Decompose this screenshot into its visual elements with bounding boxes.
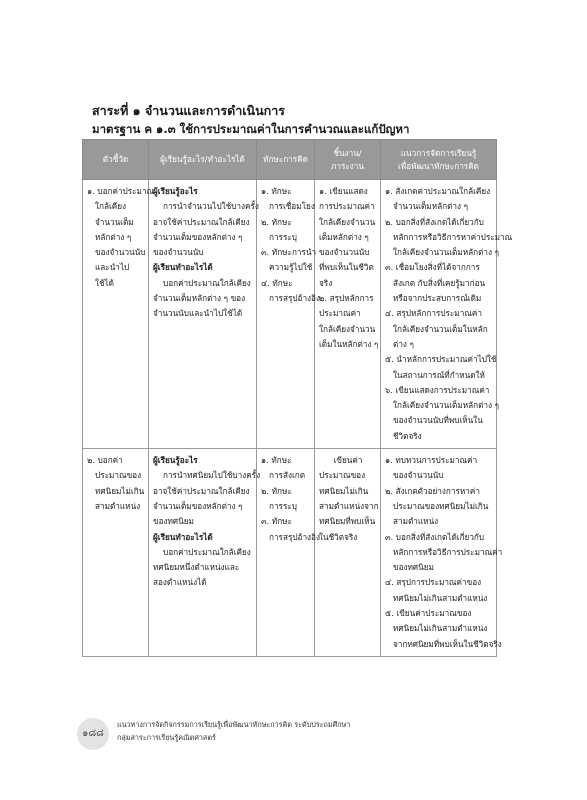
indicator-line: ๒. บอกค่า [87,455,123,466]
approach-line: ๒. บอกสิ่งที่สังเกตได้เกี่ยวกับ [385,216,484,227]
header-learning-approach: แนวการจัดการเรียนรู้ เพื่อพัฒนาทักษะการคิด [381,140,497,180]
skill-line: การระบุ [269,500,297,511]
skill-line: การเชื่อมโยง [269,201,315,212]
approach-line: ในสถานการณ์ที่กำหนดให้ [393,369,485,380]
header-what-learn: ผู้เรียนรู้อะไร/ทำอะไรได้ [149,140,257,180]
work-line: ๒. สรุปหลักการ [319,293,374,304]
learning-line: บอกค่าประมาณใกล้เคียง [163,277,251,288]
thinking-skill-cell [257,449,320,657]
curriculum-table [82,139,513,657]
indicator-line: ของจำนวนนับ [95,247,146,258]
approach-line: ของทศนิยม [393,562,434,573]
work-line: เขียนค่า [333,455,363,466]
indicator-line: ๑. บอกค่าประมาณ [87,186,155,196]
work-task-cell [315,449,381,657]
approach-line: ใกล้เคียงจำนวนเต็มหลักต่าง ๆ [393,400,500,411]
work-line: จริง [319,277,333,288]
header-thinking-skill: ทักษะการคิด [257,140,315,180]
approach-line: ๓. บอกสิ่งที่สังเกตได้เกี่ยวกับ [385,531,485,542]
indicator-line: และนำไป [95,262,130,273]
work-line: ทศนิยมที่พบเห็น [319,516,376,527]
work-task-cell [315,180,381,449]
learning-line: จำนวนนับและนำไปใช้ได้ [153,308,243,319]
work-line: ในชีวิตจริง [319,531,358,542]
skill-line: ๓. ทักษะ [261,516,292,527]
indicator-line: ประมาณของ [95,470,142,481]
approach-line: จากทศนิยมที่พบเห็นในชีวิตจริง [393,638,502,649]
approach-line: ประมาณของทศนิยมไม่เกิน [393,500,489,511]
approach-line: หลักการหรือวิธีการหาค่าประมาณ [393,231,513,242]
learning-line: สองตำแหน่งได้ [153,577,207,588]
learning-subheading: ผู้เรียนรู้อะไร [153,455,198,466]
approach-line: หรือจากประสบการณ์เดิม [393,293,482,304]
skill-line: ความรู้ไปใช้ [269,262,313,273]
learning-subheading: ผู้เรียนทำอะไรได้ [153,262,213,273]
learning-subheading: ผู้เรียนทำอะไรได้ [153,531,213,542]
indicator-cell [83,180,155,449]
approach-line: ทศนิยมไม่เกินสามตำแหน่ง [393,623,488,634]
learning-subheading: ผู้เรียนรู้อะไร [153,186,198,196]
approach-line: ใกล้เคียงจำนวนเต็มในหลัก [393,323,488,334]
skill-line: ๓. ทักษะการนำ [261,247,317,258]
strand-title: สาระที่ ๑ จำนวนและการดำเนินการ [92,103,285,118]
indicator-line: ใกล้เคียง [95,201,127,212]
table-row [83,180,497,449]
skill-line: ๑. ทักษะ [261,186,292,196]
learning-line: อาจใช้ค่าประมาณใกล้เคียง [153,216,250,227]
learning-line: จำนวนเต็มของหลักต่าง ๆ [153,231,243,242]
learning-line: จำนวนเต็มของหลักต่าง ๆ [153,500,243,511]
work-line: ใกล้เคียงจำนวน [319,323,376,334]
learning-content-cell [149,449,261,657]
footer-book-title: แนวทางการจัดกิจกรรมการเรียนรู้เพื่อพัฒนาทักษะการคิด ระดับประถมศึกษา [117,720,351,729]
learning-line: จำนวนเต็มหลักต่าง ๆ ของ [153,293,246,304]
learning-approach-cell [381,449,503,657]
work-line: ของจำนวนนับ [319,247,370,258]
approach-line: ๒. สังเกตตัวอย่างการหาค่า [385,485,480,496]
skill-line: การสังเกต [269,470,306,481]
work-line: การประมาณค่า [319,201,375,212]
approach-line: ทศนิยมไม่เกินสามตำแหน่ง [393,592,488,603]
approach-line: ๖. เขียนแสดงการประมาณค่า [385,384,490,395]
work-line: ประมาณของ [319,470,366,481]
approach-line: ๓. เชื่อมโยงสิ่งที่ได้จากการ [385,262,480,273]
work-line: ที่พบเห็นในชีวิต [319,262,374,273]
learning-line: ของจำนวนนับ [153,247,204,258]
skill-line: ๔. ทักษะ [261,277,293,288]
approach-line: ชีวิตจริง [393,430,422,441]
approach-line: สังเกต กับสิ่งที่เคยรู้มาก่อน [393,277,486,288]
work-line: ๑. เขียนแสดง [319,186,368,196]
approach-line: จำนวนเต็มหลักต่าง ๆ [393,201,468,212]
work-line: ใกล้เคียงจำนวน [319,216,376,227]
indicator-cell [83,449,149,657]
indicator-line: หลักต่าง ๆ [95,231,132,242]
skill-line: การสรุปอ้างอิง [269,293,320,304]
indicator-line: ใช้ได้ [95,277,114,288]
learning-content-cell [149,180,257,449]
approach-line: ต่าง ๆ [393,338,414,349]
approach-line: ๑. สังเกตค่าประมาณใกล้เคียง [385,186,491,196]
footer-subject-group: กลุ่มสาระการเรียนรู้คณิตศาสตร์ [117,733,216,742]
indicator-line: ทศนิยมไม่เกิน [95,485,145,496]
work-line: สามตำแหน่งจาก [319,500,379,511]
approach-line: ๕. นำหลักการประมาณค่าไปใช้ [385,354,497,365]
approach-line: ๑. ทบทวนการประมาณค่า [385,455,478,466]
skill-line: ๒. ทักษะ [261,216,292,227]
skill-line: การสรุปอ้างอิง [269,531,320,542]
header-indicator: ตัวชี้วัด [83,140,149,180]
work-line: ทศนิยมไม่เกิน [319,485,369,496]
approach-line: สามตำแหน่ง [393,516,439,527]
skill-line: ๒. ทักษะ [261,485,292,496]
page-number: ๑๘๘ [77,718,109,750]
skill-line: ๑. ทักษะ [261,455,292,466]
table-header-row [83,140,497,180]
learning-approach-cell [381,180,513,449]
standard-title: มาตรฐาน ค ๑.๓ ใช้การประมาณค่าในการคำนวณและแก้ปัญหา [92,122,410,136]
learning-line: การนำทศนิยมไปใช้บางครั้ง [163,470,261,481]
work-line: เต็มหลักต่าง ๆ [319,231,369,242]
learning-line: บอกค่าประมาณใกล้เคียง [163,546,251,557]
header-work-task: ชิ้นงาน/ ภาระงาน [315,140,381,180]
thinking-skill-cell [257,180,320,449]
indicator-line: จำนวนเต็ม [95,216,134,227]
approach-line: ๔. สรุปการประมาณค่าของ [385,577,482,588]
approach-line: ของจำนวนนับที่พบเห็นใน [393,415,483,426]
learning-line: อาจใช้ค่าประมาณใกล้เคียง [153,485,250,496]
indicator-line: สามตำแหน่ง [95,500,141,511]
work-line: เต็มในหลักต่าง ๆ [319,338,379,349]
table-row [83,449,497,657]
skill-line: การระบุ [269,231,297,242]
approach-line: ใกล้เคียงจำนวนเต็มหลักต่าง ๆ [393,247,500,258]
approach-line: ๕. เขียนค่าประมาณของ [385,608,472,619]
learning-line: การนำจำนวนไปใช้บางครั้ง [163,201,259,212]
approach-line: ๔. สรุปหลักการประมาณค่า [385,308,482,319]
approach-line: หลักการหรือวิธีการประมาณค่า [393,546,503,557]
learning-line: ทศนิยมหนึ่งตำแหน่งและ [153,562,240,573]
work-line: ประมาณค่า [319,308,361,319]
approach-line: ของจำนวนนับ [393,470,444,481]
learning-line: ของทศนิยม [153,516,194,527]
